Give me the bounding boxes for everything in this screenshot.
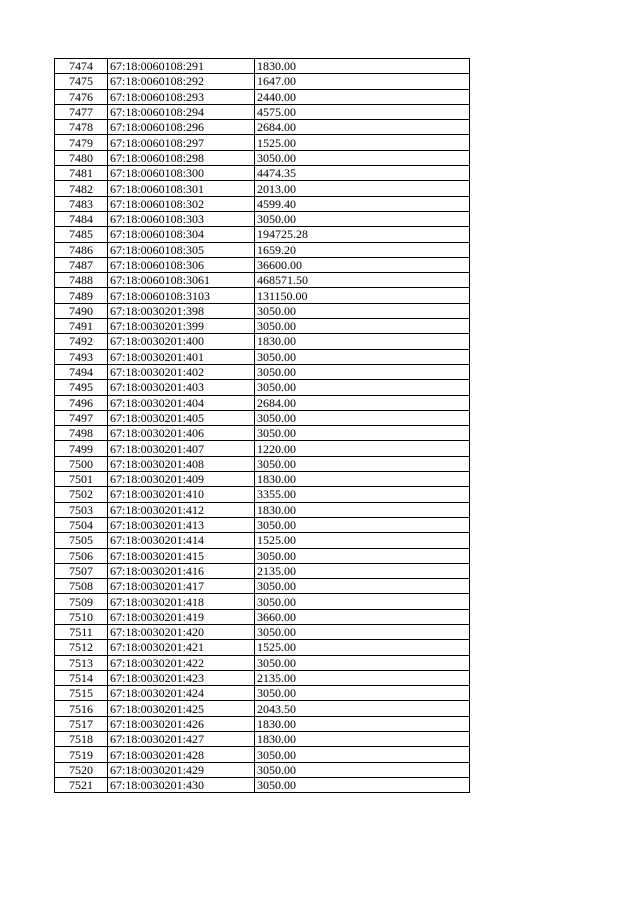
value-cell: 3050.00 [255,686,470,701]
value-cell: 1830.00 [255,472,470,487]
table-row [55,166,470,181]
value-cell: 2135.00 [255,563,470,578]
value-cell: 3355.00 [255,487,470,502]
row-number-cell: 7479 [55,135,108,150]
value-cell: 3050.00 [255,548,470,563]
table-row [55,257,470,272]
value-cell: 3050.00 [255,364,470,379]
value-cell: 36600.00 [255,257,470,272]
table-row [55,517,470,532]
row-number-cell: 7520 [55,762,108,777]
table-row [55,364,470,379]
cadastral-number-cell: 67:18:0030201:409 [108,472,255,487]
row-number-cell: 7499 [55,441,108,456]
cadastral-number-cell: 67:18:0060108:306 [108,257,255,272]
value-cell: 1830.00 [255,732,470,747]
row-number-cell: 7487 [55,257,108,272]
cadastral-number-cell: 67:18:0030201:399 [108,319,255,334]
cadastral-number-cell: 67:18:0060108:3103 [108,288,255,303]
value-cell: 2684.00 [255,395,470,410]
cadastral-number-cell: 67:18:0030201:428 [108,747,255,762]
cadastral-number-cell: 67:18:0030201:420 [108,624,255,639]
cadastral-number-cell: 67:18:0030201:419 [108,609,255,624]
row-number-cell: 7503 [55,502,108,517]
cadastral-number-cell: 67:18:0060108:294 [108,104,255,119]
value-cell: 1647.00 [255,74,470,89]
table-row [55,319,470,334]
cadastral-number-cell: 67:18:0060108:3061 [108,273,255,288]
value-cell: 468571.50 [255,273,470,288]
table-row [55,135,470,150]
cadastral-number-cell: 67:18:0030201:398 [108,303,255,318]
value-cell: 3050.00 [255,349,470,364]
table-row [55,609,470,624]
table-row [55,716,470,731]
row-number-cell: 7507 [55,563,108,578]
value-cell: 1525.00 [255,533,470,548]
table-row [55,227,470,242]
cadastral-number-cell: 67:18:0030201:404 [108,395,255,410]
row-number-cell: 7514 [55,670,108,685]
table-row [55,380,470,395]
row-number-cell: 7506 [55,548,108,563]
value-cell: 1525.00 [255,135,470,150]
value-cell: 1830.00 [255,59,470,74]
value-cell: 3050.00 [255,211,470,226]
value-cell: 3050.00 [255,579,470,594]
cadastral-number-cell: 67:18:0030201:410 [108,487,255,502]
table-row [55,74,470,89]
cadastral-number-cell: 67:18:0030201:401 [108,349,255,364]
row-number-cell: 7508 [55,579,108,594]
value-cell: 4575.00 [255,104,470,119]
value-cell: 1830.00 [255,502,470,517]
value-cell: 1830.00 [255,716,470,731]
row-number-cell: 7504 [55,517,108,532]
row-number-cell: 7512 [55,640,108,655]
table-row [55,288,470,303]
value-cell: 3050.00 [255,380,470,395]
value-cell: 3050.00 [255,762,470,777]
cadastral-number-cell: 67:18:0030201:408 [108,456,255,471]
row-number-cell: 7517 [55,716,108,731]
table-row [55,533,470,548]
table-row [55,563,470,578]
value-cell: 3050.00 [255,655,470,670]
value-cell: 3050.00 [255,303,470,318]
table-row [55,732,470,747]
value-cell: 3050.00 [255,319,470,334]
cadastral-number-cell: 67:18:0030201:402 [108,364,255,379]
row-number-cell: 7500 [55,456,108,471]
cadastral-number-cell: 67:18:0060108:303 [108,211,255,226]
row-number-cell: 7502 [55,487,108,502]
row-number-cell: 7480 [55,150,108,165]
data-table [54,58,470,793]
table-row [55,303,470,318]
row-number-cell: 7513 [55,655,108,670]
value-cell: 2135.00 [255,670,470,685]
row-number-cell: 7492 [55,334,108,349]
table-row [55,701,470,716]
value-cell: 3050.00 [255,747,470,762]
table-row [55,120,470,135]
value-cell: 3050.00 [255,594,470,609]
table-body [55,59,470,793]
value-cell: 3050.00 [255,777,470,792]
table-row [55,670,470,685]
value-cell: 1659.20 [255,242,470,257]
table-row [55,334,470,349]
table-row [55,502,470,517]
row-number-cell: 7488 [55,273,108,288]
value-cell: 131150.00 [255,288,470,303]
cadastral-number-cell: 67:18:0030201:426 [108,716,255,731]
table-row [55,624,470,639]
row-number-cell: 7476 [55,89,108,104]
row-number-cell: 7519 [55,747,108,762]
value-cell: 3050.00 [255,456,470,471]
cadastral-number-cell: 67:18:0030201:422 [108,655,255,670]
value-cell: 2440.00 [255,89,470,104]
cadastral-number-cell: 67:18:0030201:415 [108,548,255,563]
table-row [55,487,470,502]
cadastral-number-cell: 67:18:0060108:305 [108,242,255,257]
cadastral-number-cell: 67:18:0060108:304 [108,227,255,242]
cadastral-number-cell: 67:18:0030201:429 [108,762,255,777]
row-number-cell: 7482 [55,181,108,196]
table-row [55,211,470,226]
table-row [55,59,470,74]
row-number-cell: 7521 [55,777,108,792]
row-number-cell: 7501 [55,472,108,487]
value-cell: 3050.00 [255,426,470,441]
cadastral-number-cell: 67:18:0030201:413 [108,517,255,532]
row-number-cell: 7496 [55,395,108,410]
table-row [55,762,470,777]
row-number-cell: 7510 [55,609,108,624]
table-row [55,579,470,594]
table-row [55,640,470,655]
row-number-cell: 7494 [55,364,108,379]
row-number-cell: 7511 [55,624,108,639]
value-cell: 3050.00 [255,517,470,532]
cadastral-number-cell: 67:18:0030201:418 [108,594,255,609]
value-cell: 1220.00 [255,441,470,456]
table-row [55,777,470,792]
cadastral-number-cell: 67:18:0030201:424 [108,686,255,701]
cadastral-number-cell: 67:18:0030201:412 [108,502,255,517]
table-row [55,410,470,425]
table-row [55,150,470,165]
table-row [55,655,470,670]
table-row [55,456,470,471]
value-cell: 3050.00 [255,150,470,165]
table-row [55,548,470,563]
cadastral-number-cell: 67:18:0030201:421 [108,640,255,655]
value-cell: 194725.28 [255,227,470,242]
row-number-cell: 7477 [55,104,108,119]
row-number-cell: 7484 [55,211,108,226]
table-row [55,181,470,196]
cadastral-number-cell: 67:18:0030201:414 [108,533,255,548]
value-cell: 2043.50 [255,701,470,716]
cadastral-number-cell: 67:18:0030201:416 [108,563,255,578]
row-number-cell: 7515 [55,686,108,701]
table-row [55,747,470,762]
row-number-cell: 7481 [55,166,108,181]
cadastral-number-cell: 67:18:0030201:417 [108,579,255,594]
cadastral-number-cell: 67:18:0060108:302 [108,196,255,211]
row-number-cell: 7490 [55,303,108,318]
table-row [55,395,470,410]
table-row [55,349,470,364]
table-row [55,441,470,456]
row-number-cell: 7505 [55,533,108,548]
value-cell: 4474.35 [255,166,470,181]
row-number-cell: 7478 [55,120,108,135]
cadastral-number-cell: 67:18:0060108:293 [108,89,255,104]
cadastral-number-cell: 67:18:0030201:406 [108,426,255,441]
cadastral-number-cell: 67:18:0030201:405 [108,410,255,425]
cadastral-number-cell: 67:18:0060108:298 [108,150,255,165]
value-cell: 1525.00 [255,640,470,655]
cadastral-number-cell: 67:18:0030201:430 [108,777,255,792]
table-row [55,472,470,487]
cadastral-number-cell: 67:18:0030201:423 [108,670,255,685]
row-number-cell: 7516 [55,701,108,716]
row-number-cell: 7489 [55,288,108,303]
value-cell: 4599.40 [255,196,470,211]
value-cell: 3050.00 [255,624,470,639]
table-row [55,89,470,104]
value-cell: 3660.00 [255,609,470,624]
table-row [55,196,470,211]
value-cell: 2684.00 [255,120,470,135]
cadastral-number-cell: 67:18:0060108:292 [108,74,255,89]
row-number-cell: 7509 [55,594,108,609]
cadastral-number-cell: 67:18:0030201:407 [108,441,255,456]
table-row [55,242,470,257]
row-number-cell: 7474 [55,59,108,74]
table-row [55,594,470,609]
cadastral-number-cell: 67:18:0060108:301 [108,181,255,196]
cadastral-number-cell: 67:18:0030201:400 [108,334,255,349]
cadastral-number-cell: 67:18:0030201:425 [108,701,255,716]
row-number-cell: 7495 [55,380,108,395]
value-cell: 2013.00 [255,181,470,196]
table-row [55,686,470,701]
value-cell: 1830.00 [255,334,470,349]
value-cell: 3050.00 [255,410,470,425]
cadastral-number-cell: 67:18:0060108:300 [108,166,255,181]
row-number-cell: 7498 [55,426,108,441]
table-row [55,426,470,441]
row-number-cell: 7486 [55,242,108,257]
row-number-cell: 7491 [55,319,108,334]
row-number-cell: 7493 [55,349,108,364]
row-number-cell: 7485 [55,227,108,242]
row-number-cell: 7483 [55,196,108,211]
row-number-cell: 7475 [55,74,108,89]
cadastral-number-cell: 67:18:0030201:403 [108,380,255,395]
cadastral-number-cell: 67:18:0060108:291 [108,59,255,74]
table-row [55,273,470,288]
cadastral-number-cell: 67:18:0030201:427 [108,732,255,747]
table-row [55,104,470,119]
cadastral-number-cell: 67:18:0060108:296 [108,120,255,135]
row-number-cell: 7518 [55,732,108,747]
cadastral-number-cell: 67:18:0060108:297 [108,135,255,150]
row-number-cell: 7497 [55,410,108,425]
